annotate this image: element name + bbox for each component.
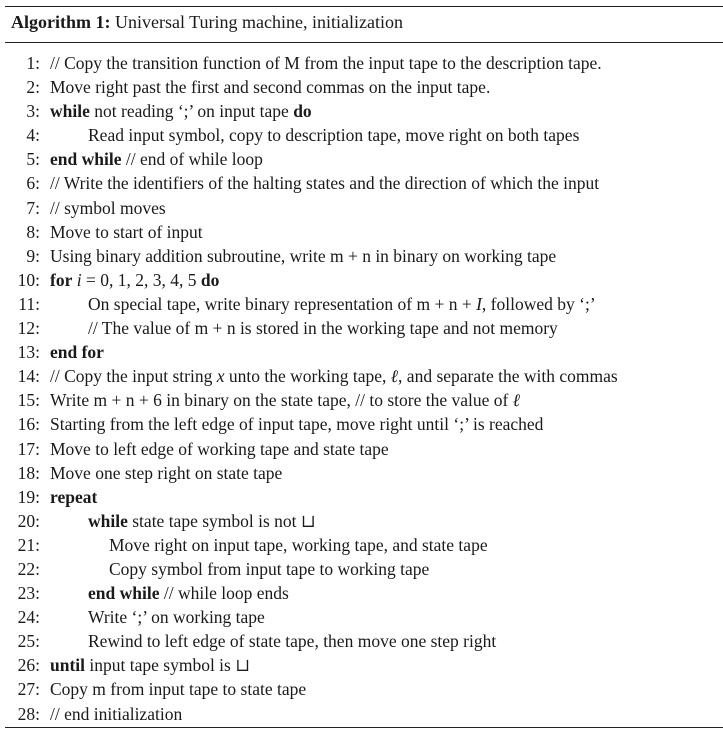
line-fragment: // The value of m + n is stored in the working tape and not memory	[88, 318, 558, 339]
line-number: 18:	[17, 462, 40, 483]
line-text	[88, 605, 265, 629]
line-text	[109, 533, 488, 557]
bottom-rule	[5, 727, 723, 728]
line-number: 26:	[17, 655, 40, 676]
algorithm-line	[0, 702, 723, 726]
line-fragment: Rewind to left edge of state tape, then move one step right	[88, 631, 497, 652]
algorithm-line	[0, 605, 723, 629]
algorithm-line	[0, 364, 723, 388]
line-number: 4:	[26, 125, 40, 146]
line-fragment: // end of while loop	[121, 149, 263, 170]
line-fragment: , followed by ‘;’	[481, 293, 596, 314]
line-fragment: unto the working tape,	[224, 366, 391, 387]
line-number: 27:	[17, 679, 40, 700]
line-fragment: , and separate the with commas	[398, 366, 618, 387]
line-text	[50, 99, 312, 123]
line-text	[50, 388, 520, 412]
line-text	[50, 437, 389, 461]
line-number: 10:	[17, 269, 40, 290]
line-text	[50, 220, 203, 244]
algorithm-line	[0, 268, 723, 292]
line-fragment: // while loop ends	[159, 583, 289, 604]
keyword: while	[50, 101, 90, 122]
line-text	[88, 316, 558, 340]
line-number: 15:	[17, 390, 40, 411]
algorithm-line	[0, 123, 723, 147]
line-text	[88, 581, 289, 605]
line-text	[50, 244, 556, 268]
line-text	[50, 340, 104, 364]
algorithm-line	[0, 220, 723, 244]
line-text	[50, 485, 97, 509]
line-number: 23:	[17, 583, 40, 604]
line-fragment: Move to left edge of working tape and state tape	[50, 438, 389, 459]
math-variable: ℓ	[390, 366, 399, 387]
keyword: for	[50, 269, 73, 290]
line-number: 12:	[17, 318, 40, 339]
line-fragment: // Copy the input string	[50, 366, 217, 387]
line-number: 28:	[17, 703, 40, 724]
line-text	[50, 364, 618, 388]
line-text	[50, 653, 250, 677]
line-fragment: Move right past the first and second commas on the input tape.	[50, 77, 491, 98]
line-number: 3:	[26, 101, 40, 122]
keyword: end while	[88, 583, 160, 604]
line-text	[50, 268, 219, 292]
algorithm-line	[0, 147, 723, 171]
algorithm-line	[0, 316, 723, 340]
line-fragment: Move right on input tape, working tape, and state tape	[109, 534, 488, 555]
algorithm-line	[0, 340, 723, 364]
caption-rule	[5, 42, 723, 43]
line-number: 5:	[26, 149, 40, 170]
algorithm-label: Algorithm 1:	[11, 12, 111, 32]
line-fragment: On special tape, write binary representation of m + n +	[88, 293, 477, 314]
line-text	[50, 196, 166, 220]
line-fragment: Copy symbol from input tape to working tape	[109, 558, 430, 579]
algorithm-line	[0, 75, 723, 99]
algorithm-line	[0, 581, 723, 605]
algorithm-caption	[11, 12, 403, 33]
math-variable: ℓ	[512, 390, 521, 411]
math-variable: I	[476, 293, 482, 314]
line-fragment: // Write the identifiers of the halting states and the direction of which the input	[50, 173, 600, 194]
line-fragment: input tape symbol is ⊔	[85, 655, 250, 676]
line-fragment: Starting from the left edge of input tape, move right until ‘;’ is reached	[50, 414, 544, 435]
line-text	[50, 677, 306, 701]
algorithm-line	[0, 292, 723, 316]
line-text	[50, 412, 543, 436]
line-number: 7:	[26, 197, 40, 218]
line-number: 1:	[26, 53, 40, 73]
line-fragment: Read input symbol, copy to description tape, move right on both tapes	[88, 125, 580, 146]
line-number: 17:	[17, 438, 40, 459]
algorithm-line	[0, 171, 723, 195]
algorithm-line	[0, 653, 723, 677]
line-text	[50, 171, 599, 195]
line-text	[50, 147, 263, 171]
algorithm-line	[0, 461, 723, 485]
algorithm-title: Universal Turing machine, initialization	[114, 12, 403, 32]
line-fragment: // end initialization	[50, 703, 183, 724]
line-number: 19:	[17, 486, 40, 507]
keyword: until	[50, 655, 86, 676]
line-text	[88, 509, 316, 533]
algorithm-line	[0, 412, 723, 436]
algorithm-line	[0, 629, 723, 653]
algorithm-lines	[0, 51, 723, 726]
line-fragment: Using binary addition subroutine, write m + n in binary on working tape	[50, 245, 557, 266]
line-text	[50, 51, 602, 75]
math-variable: i	[76, 269, 82, 290]
line-fragment: Move one step right on state tape	[50, 462, 283, 483]
line-fragment: = 0, 1, 2, 3, 4, 5	[81, 269, 201, 290]
line-fragment: Move to start of input	[50, 221, 203, 242]
algorithm-line	[0, 437, 723, 461]
algorithm-line	[0, 196, 723, 220]
line-number: 2:	[26, 77, 40, 98]
line-text	[88, 629, 496, 653]
algorithm-line	[0, 533, 723, 557]
line-fragment: state tape symbol is not ⊔	[127, 510, 316, 531]
line-fragment: Write m + n + 6 in binary on the state tape, // to store the value of	[50, 390, 513, 411]
algorithm-line	[0, 509, 723, 533]
keyword: do	[200, 269, 220, 290]
line-text	[88, 123, 579, 147]
line-number: 20:	[17, 510, 40, 531]
line-text	[50, 461, 282, 485]
line-number: 8:	[26, 221, 40, 242]
algorithm-line	[0, 99, 723, 123]
keyword: do	[293, 101, 312, 122]
line-fragment: // Copy the transition function of M from the input tape to the description tape.	[50, 53, 602, 73]
line-number: 13:	[17, 342, 40, 363]
line-number: 14:	[17, 366, 40, 387]
line-number: 22:	[17, 558, 40, 579]
algorithm-line	[0, 485, 723, 509]
line-number: 6:	[26, 173, 40, 194]
top-rule	[5, 6, 723, 7]
line-text	[88, 292, 596, 316]
line-number: 25:	[17, 631, 40, 652]
keyword: repeat	[50, 486, 98, 507]
line-fragment: Copy m from input tape to state tape	[50, 679, 307, 700]
algorithm-line	[0, 388, 723, 412]
line-number: 24:	[17, 607, 40, 628]
keyword: end for	[50, 342, 104, 363]
line-number: 21:	[17, 534, 40, 555]
keyword: while	[88, 510, 128, 531]
math-variable: x	[216, 366, 225, 387]
line-text	[109, 557, 429, 581]
line-fragment: not reading ‘;’ on input tape	[89, 101, 294, 122]
algorithm-line	[0, 557, 723, 581]
line-fragment: // symbol moves	[50, 197, 166, 218]
line-number: 9:	[26, 245, 40, 266]
line-text	[50, 702, 182, 726]
algorithm-line	[0, 677, 723, 701]
algorithm-line	[0, 244, 723, 268]
line-text	[50, 75, 490, 99]
line-fragment: Write ‘;’ on working tape	[88, 607, 265, 628]
algorithm-line	[0, 51, 723, 75]
keyword: end while	[50, 149, 122, 170]
line-number: 11:	[18, 293, 40, 314]
line-number: 16:	[17, 414, 40, 435]
